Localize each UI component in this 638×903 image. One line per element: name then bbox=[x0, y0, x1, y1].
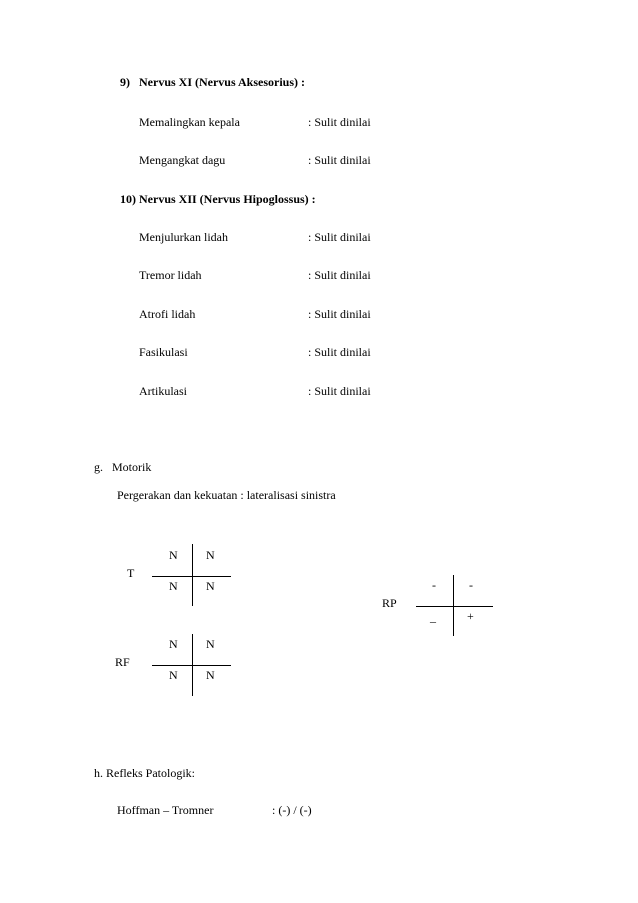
t-grid-label: T bbox=[127, 566, 135, 580]
exam-item-label: Atrofi lidah bbox=[139, 307, 196, 321]
exam-item-label: Menjulurkan lidah bbox=[139, 230, 228, 244]
t-grid-vertical-line bbox=[192, 544, 193, 606]
motorik-heading: g. Motorik bbox=[94, 460, 152, 474]
rp-grid-cell: _ bbox=[430, 610, 436, 624]
t-grid-cell: N bbox=[206, 548, 215, 562]
exam-item-value: : Sulit dinilai bbox=[308, 230, 371, 244]
rf-grid-cell: N bbox=[206, 637, 215, 651]
nervus-xi-heading: 9) Nervus XI (Nervus Aksesorius) : bbox=[120, 75, 305, 89]
exam-item-value: : Sulit dinilai bbox=[308, 345, 371, 359]
exam-item-label: Artikulasi bbox=[139, 384, 187, 398]
rp-grid-horizontal-line bbox=[416, 606, 493, 607]
rp-grid-cell: + bbox=[467, 609, 474, 623]
rf-grid-cell: N bbox=[169, 668, 178, 682]
t-grid-cell: N bbox=[169, 579, 178, 593]
motorik-description: Pergerakan dan kekuatan : lateralisasi sinistra bbox=[117, 488, 336, 502]
refleks-heading: h. Refleks Patologik: bbox=[94, 766, 195, 780]
exam-item-label: Mengangkat dagu bbox=[139, 153, 226, 167]
exam-item-value: : Sulit dinilai bbox=[308, 384, 371, 398]
rf-grid-label: RF bbox=[115, 655, 130, 669]
nervus-xii-heading: 10) Nervus XII (Nervus Hipoglossus) : bbox=[120, 192, 316, 206]
rf-grid-vertical-line bbox=[192, 634, 193, 696]
rf-grid-cell: N bbox=[169, 637, 178, 651]
exam-item-label: Tremor lidah bbox=[139, 268, 202, 282]
exam-item-label: Fasikulasi bbox=[139, 345, 188, 359]
rf-grid-cell: N bbox=[206, 668, 215, 682]
rp-grid-vertical-line bbox=[453, 575, 454, 636]
t-grid-cell: N bbox=[169, 548, 178, 562]
rp-grid-label: RP bbox=[382, 596, 397, 610]
exam-item-value: : (-) / (-) bbox=[272, 803, 312, 817]
rp-grid-cell: - bbox=[432, 578, 436, 592]
exam-item-value: : Sulit dinilai bbox=[308, 307, 371, 321]
exam-item-value: : Sulit dinilai bbox=[308, 115, 371, 129]
exam-item-value: : Sulit dinilai bbox=[308, 153, 371, 167]
exam-item-label: Hoffman – Tromner bbox=[117, 803, 214, 817]
rp-grid-cell: - bbox=[469, 578, 473, 592]
exam-item-label: Memalingkan kepala bbox=[139, 115, 240, 129]
exam-item-value: : Sulit dinilai bbox=[308, 268, 371, 282]
t-grid-cell: N bbox=[206, 579, 215, 593]
